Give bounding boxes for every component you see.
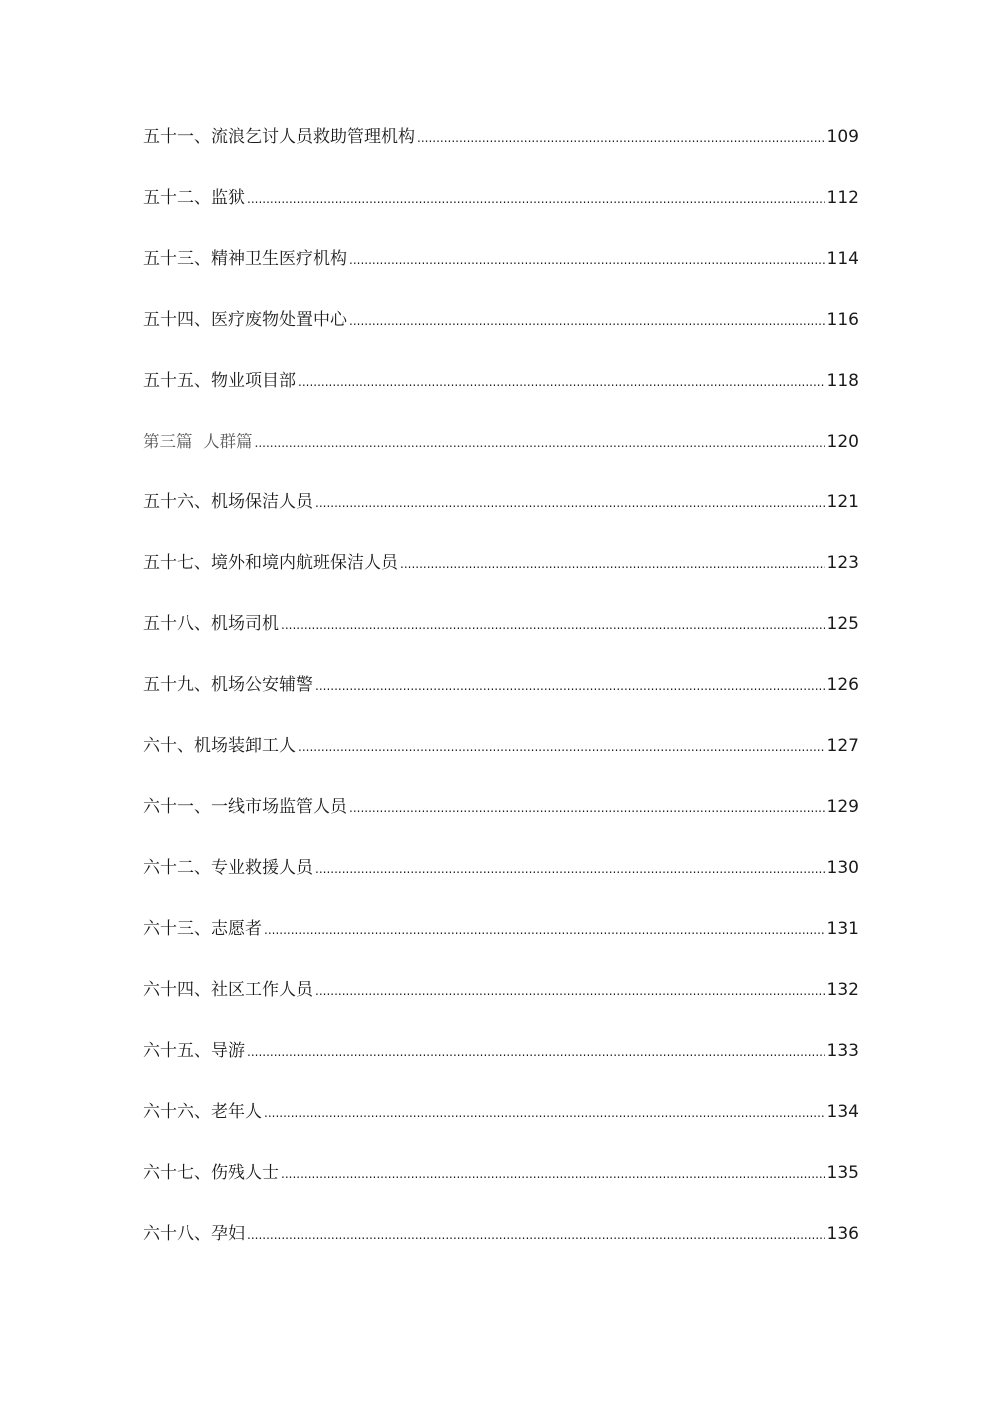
toc-page-number: 112 [826,188,859,208]
toc-entry[interactable] [143,727,859,788]
toc-dot-leader [247,1033,825,1071]
toc-dot-leader [281,1155,825,1193]
toc-page-number: 114 [826,249,859,269]
toc-part-heading[interactable] [143,423,859,483]
toc-entry-title: 六十、机场装卸工人 [143,736,296,756]
toc-entry[interactable] [143,118,859,179]
toc-entry-title: 五十四、医疗废物处置中心 [143,310,347,330]
toc-part-title: 第三篇 人群篇 [143,432,253,451]
toc-dot-leader [349,789,825,827]
toc-entry-title: 六十六、老年人 [143,1102,262,1122]
toc-page-number: 130 [826,858,859,878]
toc-dot-leader [298,728,825,766]
toc-entry[interactable] [143,788,859,849]
toc-page-number: 127 [826,736,859,756]
toc-page-number: 123 [826,553,859,573]
toc-entry-title: 六十五、导游 [143,1041,245,1061]
toc-entry-title: 五十五、物业项目部 [143,371,296,391]
toc-entry-title: 五十三、精神卫生医疗机构 [143,249,347,269]
toc-entry[interactable] [143,1032,859,1093]
toc-dot-leader [255,424,825,462]
toc-dot-leader [298,363,825,401]
toc-dot-leader [400,545,825,583]
toc-page-number: 136 [826,1224,859,1244]
toc-page-number: 135 [826,1163,859,1183]
toc-dot-leader [247,180,825,218]
toc-entry[interactable] [143,1215,859,1276]
toc-entry-title: 六十八、孕妇 [143,1224,245,1244]
toc-page-number: 109 [826,127,859,147]
toc-entry[interactable] [143,483,859,544]
toc-entry-title: 六十三、志愿者 [143,919,262,939]
toc-dot-leader [281,606,825,644]
toc-entry[interactable] [143,1154,859,1215]
toc-dot-leader [315,667,825,705]
toc-entry-title: 五十二、监狱 [143,188,245,208]
toc-dot-leader [264,1094,825,1132]
toc-entry-title: 六十二、专业救援人员 [143,858,313,878]
toc-entry-title: 六十七、伤残人士 [143,1163,279,1183]
toc-entry-title: 五十七、境外和境内航班保洁人员 [143,553,398,573]
toc-dot-leader [264,911,825,949]
toc-entry-title: 六十一、一线市场监管人员 [143,797,347,817]
toc-page-number: 125 [826,614,859,634]
toc-entry-title: 五十一、流浪乞讨人员救助管理机构 [143,127,415,147]
toc-entry[interactable] [143,605,859,666]
toc-page-number: 133 [826,1041,859,1061]
toc-entry[interactable] [143,544,859,605]
toc-entry[interactable] [143,910,859,971]
table-of-contents [143,118,859,1276]
toc-entry[interactable] [143,849,859,910]
toc-entry[interactable] [143,362,859,423]
toc-entry-title: 五十六、机场保洁人员 [143,492,313,512]
toc-dot-leader [315,850,825,888]
toc-entry[interactable] [143,240,859,301]
toc-entry-title: 五十八、机场司机 [143,614,279,634]
toc-entry-title: 五十九、机场公安辅警 [143,675,313,695]
toc-entry[interactable] [143,1093,859,1154]
toc-page-number: 126 [826,675,859,695]
toc-dot-leader [349,302,825,340]
toc-page-number: 134 [826,1102,859,1122]
toc-page-number: 120 [826,432,859,452]
toc-page-number: 121 [826,492,859,512]
toc-entry[interactable] [143,301,859,362]
toc-page-number: 118 [826,371,859,391]
toc-page-number: 132 [826,980,859,1000]
toc-entry-title: 六十四、社区工作人员 [143,980,313,1000]
toc-entry[interactable] [143,666,859,727]
toc-dot-leader [247,1216,825,1254]
toc-dot-leader [315,972,825,1010]
toc-page-number: 131 [826,919,859,939]
toc-dot-leader [315,484,825,522]
toc-dot-leader [417,119,825,157]
toc-page-number: 129 [826,797,859,817]
toc-entry[interactable] [143,179,859,240]
toc-dot-leader [349,241,825,279]
toc-entry[interactable] [143,971,859,1032]
toc-page-number: 116 [826,310,859,330]
